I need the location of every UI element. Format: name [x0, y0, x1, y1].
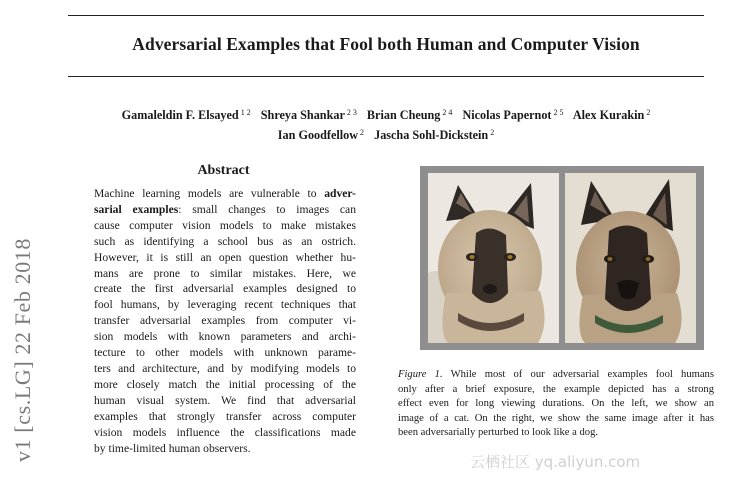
author: Gamaleldin F. Elsayed $^{1 2}$ [121, 108, 251, 122]
abstract-line: However, it is still an open question whether hu- [94, 250, 356, 264]
caption-line: effect even for long viewing durations. On the left, we show an [398, 398, 714, 410]
abstract-line: tecture to other models with unknown parame- [94, 346, 356, 360]
abstract-body [94, 186, 356, 456]
abstract-line: transfer adversarial examples from computer vi- [94, 314, 356, 328]
author: Jascha Sohl-Dickstein $^2$ [374, 128, 495, 142]
abstract-line: mans are prone to similar mistakes. Here, we [94, 266, 356, 280]
figure-frame [420, 166, 704, 350]
title-bottom-rule [68, 76, 704, 77]
abstract-line: sion models with known parameters and archi- [94, 330, 356, 344]
cat-image [428, 173, 559, 343]
author: Ian Goodfellow $^2$ [277, 128, 365, 142]
author: Shreya Shankar $^{2 3}$ [260, 108, 357, 122]
caption-line: been adversarially perturbed to look like a dog. [398, 427, 599, 439]
abstract-line: create the first adversarial examples designed to [94, 282, 356, 296]
paper-title: Adversarial Examples that Fool both Human and Computer Vision [132, 34, 640, 54]
abstract-line: by time-limited human observers. [94, 441, 251, 455]
caption-line: Figure 1. While most of our adversarial examples fool humans [398, 369, 714, 380]
abstract-line: cause computer vision models to make mistakes [94, 218, 356, 232]
author: Nicolas Papernot $^{2 5}$ [462, 108, 564, 122]
abstract-line: sarial examples: small changes to images can [94, 202, 356, 216]
arxiv-stamp: v1 [cs.LG] 22 Feb 2018 [10, 237, 35, 462]
abstract-line: examples that strongly transfer across computer [94, 409, 356, 423]
author-list [68, 104, 704, 144]
title-top-rule [68, 15, 704, 16]
author: Brian Cheung $^{2 4}$ [366, 108, 453, 122]
watermark: 云栖社区 yq.aliyun.com [470, 453, 641, 471]
caption-line: only after a brief exposure, the example depicted has a strong [398, 383, 714, 395]
abstract-line: more closely match the initial processing of the [94, 377, 356, 391]
adversarial-dog-image [565, 173, 696, 343]
caption-line: image of a cat. On the right, we show the same image after it has [398, 412, 714, 424]
abstract-line: ters and architecture, and by modifying models to [94, 361, 356, 375]
abstract-line: Machine learning models are vulnerable to adver- [94, 187, 356, 200]
abstract-line: vision models influence the classifications made [94, 425, 356, 439]
abstract-line: such as identifying a school bus as an ostrich. [94, 234, 356, 248]
abstract-line: human visual system. We find that adversarial [94, 393, 356, 407]
abstract-line: fool humans, by leveraging recent techniques that [94, 298, 356, 312]
figure-label: Figure 1. [398, 369, 443, 380]
figure-caption [398, 368, 714, 441]
abstract-heading: Abstract [197, 163, 250, 178]
author: Alex Kurakin $^2$ [572, 108, 651, 122]
